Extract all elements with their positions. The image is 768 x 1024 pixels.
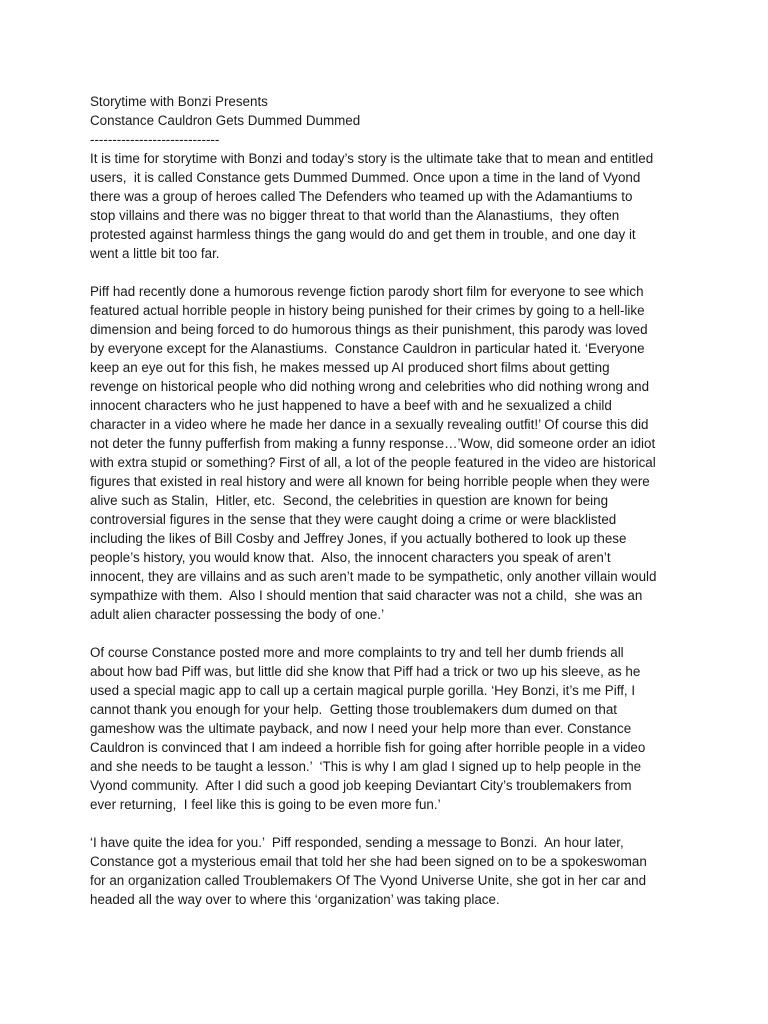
text-line: revenge on historical people who did nothing wrong and celebrities who did nothing wrong and [90,379,650,394]
divider-line: ----------------------------- [90,132,220,147]
header-block [90,92,690,909]
text-line: Vyond community. After I did such a good job keeping Deviantart City’s troublemakers from [90,778,632,793]
text-line: Of course Constance posted more and more complaints to try and tell her dumb friends all [90,645,624,660]
text-line: for an organization called Troublemakers Of The Vyond Universe Unite, she got in her car and [90,873,647,888]
text-line: ‘I have quite the idea for you.’ Piff responded, sending a message to Bonzi. An hour later, [90,835,624,850]
text-line: protested against harmless things the gang would do and get them in trouble, and one day it [90,227,636,242]
text-line: Cauldron is convinced that I am indeed a horrible fish for going after horrible people in a video [90,740,646,755]
paragraph [90,643,690,814]
text-line: including the likes of Bill Cosby and Jeffrey Jones, if you actually bothered to look up these [90,531,627,546]
paragraph [90,282,690,624]
text-line: character in a video where he made her dance in a sexually revealing outfit!’ Of course this did [90,417,649,432]
text-line: innocent characters who he just happened to have a beef with and he sexualized a child [90,398,612,413]
text-line: headed all the way over to where this ‘organization’ was taking place. [90,892,500,907]
paragraph [90,149,690,263]
text-line: users, it is called Constance gets Dummed Dummed. Once upon a time in the land of Vyond [90,170,641,185]
text-line: used a special magic app to call up a certain magical purple gorilla. ‘Hey Bonzi, it’s me Piff, I [90,683,636,698]
text-line: not deter the funny pufferfish from making a funny response…’Wow, did someone order an idiot [90,436,656,451]
text-line: Constance got a mysterious email that told her she had been signed on to be a spokeswoman [90,854,647,869]
text-line: cannot thank you enough for your help. Getting those troublemakers dum dumed on that [90,702,618,717]
text-line: innocent, they are villains and as such aren’t made to be sympathetic, only another villain would [90,569,657,584]
text-line: went a little bit too far. [90,246,220,261]
story-title: Constance Cauldron Gets Dummed Dummed [90,113,361,128]
story-text [90,149,690,909]
text-line: It is time for storytime with Bonzi and today’s story is the ultimate take that to mean and entitled [90,151,654,166]
text-line: adult alien character possessing the body of one.’ [90,607,385,622]
story-series-title: Storytime with Bonzi Presents [90,94,268,109]
text-line: Piff had recently done a humorous revenge fiction parody short film for everyone to see which [90,284,644,299]
text-line: about how bad Piff was, but little did she know that Piff had a trick or two up his sleeve, as he [90,664,641,679]
text-line: by everyone except for the Alanastiums. Constance Cauldron in particular hated it. ‘Everyone [90,341,645,356]
text-line: featured actual horrible people in history being punished for their crimes by going to a hell-like [90,303,645,318]
paragraph [90,833,690,909]
text-line: with extra stupid or something? First of all, a lot of the people featured in the video are historical [90,455,656,470]
text-line: dimension and being forced to do humorous things as their punishment, this parody was loved [90,322,648,337]
text-line: sympathize with them. Also I should mention that said character was not a child, she was an [90,588,643,603]
document-body [90,92,690,909]
text-line: controversial figures in the sense that they were caught doing a crime or were blacklisted [90,512,617,527]
text-line: gameshow was the ultimate payback, and now I need your help more than ever. Constance [90,721,632,736]
text-line: stop villains and there was no bigger threat to that world than the Alanastiums, they often [90,208,620,223]
text-line: alive such as Stalin, Hitler, etc. Second, the celebrities in question are known for being [90,493,609,508]
text-line: there was a group of heroes called The Defenders who teamed up with the Adamantiums to [90,189,633,204]
text-line: and she needs to be taught a lesson.’ ‘This is why I am glad I signed up to help people in the [90,759,642,774]
text-line: people’s history, you would know that. Also, the innocent characters you speak of aren’t [90,550,611,565]
text-line: keep an eye out for this fish, he makes messed up AI produced short films about getting [90,360,610,375]
text-line: ever returning, I feel like this is going to be even more fun.’ [90,797,441,812]
text-line: figures that existed in real history and were all known for being horrible people when they were [90,474,650,489]
